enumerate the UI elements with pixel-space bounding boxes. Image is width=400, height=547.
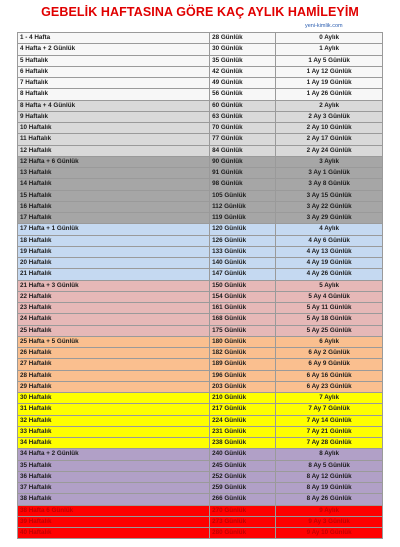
table-row: [18, 415, 383, 426]
days-cell: 189 Günlük: [210, 359, 276, 370]
table-row: [18, 516, 383, 527]
table-row: [18, 269, 383, 280]
table-row: [18, 370, 383, 381]
table-row: [18, 348, 383, 359]
months-cell: 5 Ay 25 Günlük: [276, 325, 383, 336]
table-row: [18, 393, 383, 404]
months-cell: 5 Ay 11 Günlük: [276, 303, 383, 314]
table-row: [18, 224, 383, 235]
table-row: [18, 449, 383, 460]
days-cell: 231 Günlük: [210, 426, 276, 437]
days-cell: 252 Günlük: [210, 471, 276, 482]
days-cell: 56 Günlük: [210, 89, 276, 100]
days-cell: 28 Günlük: [210, 33, 276, 44]
week-cell: 6 Haftalık: [18, 66, 210, 77]
days-cell: 217 Günlük: [210, 404, 276, 415]
week-cell: 36 Haftalık: [18, 471, 210, 482]
week-cell: 34 Hafta + 2 Günlük: [18, 449, 210, 460]
days-cell: 112 Günlük: [210, 201, 276, 212]
months-cell: 2 Aylık: [276, 100, 383, 111]
days-cell: 120 Günlük: [210, 224, 276, 235]
months-cell: 1 Ay 5 Günlük: [276, 55, 383, 66]
table-row: [18, 280, 383, 291]
week-cell: 22 Haftalık: [18, 291, 210, 302]
months-cell: 3 Ay 15 Günlük: [276, 190, 383, 201]
week-cell: 31 Haftalık: [18, 404, 210, 415]
days-cell: 91 Günlük: [210, 168, 276, 179]
table-row: [18, 258, 383, 269]
days-cell: 147 Günlük: [210, 269, 276, 280]
months-cell: 3 Ay 22 Günlük: [276, 201, 383, 212]
week-cell: 8 Hafta + 4 Günlük: [18, 100, 210, 111]
week-cell: 17 Hafta + 1 Günlük: [18, 224, 210, 235]
months-cell: 9 Ay 10 Günlük: [276, 528, 383, 539]
week-cell: 14 Haftalık: [18, 179, 210, 190]
table-row: [18, 66, 383, 77]
week-cell: 18 Haftalık: [18, 235, 210, 246]
week-cell: 11 Haftalık: [18, 134, 210, 145]
week-cell: 27 Haftalık: [18, 359, 210, 370]
week-cell: 21 Haftalık: [18, 269, 210, 280]
week-cell: 35 Haftalık: [18, 460, 210, 471]
table-row: [18, 213, 383, 224]
months-cell: 8 Ay 5 Günlük: [276, 460, 383, 471]
months-cell: 8 Ay 12 Günlük: [276, 471, 383, 482]
months-cell: 9 Aylık: [276, 505, 383, 516]
months-cell: 9 Ay 3 Günlük: [276, 516, 383, 527]
months-cell: 7 Aylık: [276, 393, 383, 404]
table-row: [18, 471, 383, 482]
days-cell: 63 Günlük: [210, 111, 276, 122]
week-cell: 25 Hafta + 5 Günlük: [18, 336, 210, 347]
months-cell: 1 Aylık: [276, 44, 383, 55]
months-cell: 2 Ay 3 Günlük: [276, 111, 383, 122]
week-cell: 21 Hafta + 3 Günlük: [18, 280, 210, 291]
months-cell: 4 Ay 26 Günlük: [276, 269, 383, 280]
table-row: [18, 460, 383, 471]
week-cell: 1 - 4 Hafta: [18, 33, 210, 44]
table-row: [18, 78, 383, 89]
pregnancy-table: [17, 32, 383, 539]
days-cell: 168 Günlük: [210, 314, 276, 325]
months-cell: 2 Ay 10 Günlük: [276, 123, 383, 134]
week-cell: 25 Haftalık: [18, 325, 210, 336]
week-cell: 8 Haftalık: [18, 89, 210, 100]
site-watermark: yeni-kimlik.com: [305, 23, 343, 29]
months-cell: 1 Ay 19 Günlük: [276, 78, 383, 89]
days-cell: 140 Günlük: [210, 258, 276, 269]
months-cell: 5 Aylık: [276, 280, 383, 291]
week-cell: 19 Haftalık: [18, 246, 210, 257]
week-cell: 12 Hafta + 6 Günlük: [18, 156, 210, 167]
week-cell: 15 Haftalık: [18, 190, 210, 201]
table-row: [18, 494, 383, 505]
months-cell: 4 Ay 13 Günlük: [276, 246, 383, 257]
days-cell: 42 Günlük: [210, 66, 276, 77]
months-cell: 6 Ay 16 Günlük: [276, 370, 383, 381]
week-cell: 28 Haftalık: [18, 370, 210, 381]
table-row: [18, 201, 383, 212]
table-row: [18, 168, 383, 179]
months-cell: 3 Ay 8 Günlük: [276, 179, 383, 190]
week-cell: 5 Haftalık: [18, 55, 210, 66]
months-cell: 2 Ay 24 Günlük: [276, 145, 383, 156]
days-cell: 126 Günlük: [210, 235, 276, 246]
days-cell: 259 Günlük: [210, 483, 276, 494]
week-cell: 26 Haftalık: [18, 348, 210, 359]
months-cell: 4 Aylık: [276, 224, 383, 235]
table-body: [18, 33, 383, 539]
days-cell: 273 Günlük: [210, 516, 276, 527]
table-row: [18, 426, 383, 437]
table-row: [18, 235, 383, 246]
days-cell: 60 Günlük: [210, 100, 276, 111]
months-cell: 6 Ay 2 Günlük: [276, 348, 383, 359]
table-row: [18, 44, 383, 55]
week-cell: 12 Haftalık: [18, 145, 210, 156]
week-cell: 33 Haftalık: [18, 426, 210, 437]
table-row: [18, 246, 383, 257]
week-cell: 29 Haftalık: [18, 381, 210, 392]
week-cell: 30 Haftalık: [18, 393, 210, 404]
days-cell: 280 Günlük: [210, 528, 276, 539]
months-cell: 2 Ay 17 Günlük: [276, 134, 383, 145]
days-cell: 90 Günlük: [210, 156, 276, 167]
months-cell: 6 Ay 9 Günlük: [276, 359, 383, 370]
table-row: [18, 336, 383, 347]
days-cell: 266 Günlük: [210, 494, 276, 505]
days-cell: 238 Günlük: [210, 438, 276, 449]
months-cell: 7 Ay 28 Günlük: [276, 438, 383, 449]
week-cell: 24 Haftalık: [18, 314, 210, 325]
days-cell: 77 Günlük: [210, 134, 276, 145]
months-cell: 0 Aylık: [276, 33, 383, 44]
months-cell: 7 Ay 7 Günlük: [276, 404, 383, 415]
table-row: [18, 505, 383, 516]
months-cell: 4 Ay 19 Günlük: [276, 258, 383, 269]
days-cell: 154 Günlük: [210, 291, 276, 302]
months-cell: 1 Ay 26 Günlük: [276, 89, 383, 100]
table-row: [18, 179, 383, 190]
days-cell: 119 Günlük: [210, 213, 276, 224]
days-cell: 98 Günlük: [210, 179, 276, 190]
week-cell: 7 Haftalık: [18, 78, 210, 89]
days-cell: 245 Günlük: [210, 460, 276, 471]
days-cell: 133 Günlük: [210, 246, 276, 257]
table-row: [18, 55, 383, 66]
table-row: [18, 190, 383, 201]
table-row: [18, 156, 383, 167]
days-cell: 150 Günlük: [210, 280, 276, 291]
days-cell: 105 Günlük: [210, 190, 276, 201]
table-row: [18, 314, 383, 325]
table-row: [18, 381, 383, 392]
page-title: GEBELİK HAFTASINA GÖRE KAÇ AYLIK HAMİLEYİM: [41, 5, 359, 19]
days-cell: 203 Günlük: [210, 381, 276, 392]
days-cell: 210 Günlük: [210, 393, 276, 404]
months-cell: 5 Ay 18 Günlük: [276, 314, 383, 325]
months-cell: 3 Ay 1 Günlük: [276, 168, 383, 179]
days-cell: 182 Günlük: [210, 348, 276, 359]
table-row: [18, 89, 383, 100]
table-row: [18, 404, 383, 415]
week-cell: 10 Haftalık: [18, 123, 210, 134]
week-cell: 37 Haftalık: [18, 483, 210, 494]
days-cell: 49 Günlük: [210, 78, 276, 89]
table-row: [18, 359, 383, 370]
months-cell: 3 Ay 29 Günlük: [276, 213, 383, 224]
months-cell: 7 Ay 14 Günlük: [276, 415, 383, 426]
table-row: [18, 438, 383, 449]
days-cell: 70 Günlük: [210, 123, 276, 134]
table-row: [18, 145, 383, 156]
days-cell: 175 Günlük: [210, 325, 276, 336]
week-cell: 13 Haftalık: [18, 168, 210, 179]
days-cell: 35 Günlük: [210, 55, 276, 66]
days-cell: 84 Günlük: [210, 145, 276, 156]
week-cell: 4 Hafta + 2 Günlük: [18, 44, 210, 55]
days-cell: 240 Günlük: [210, 449, 276, 460]
table-row: [18, 134, 383, 145]
months-cell: 6 Ay 23 Günlük: [276, 381, 383, 392]
days-cell: 30 Günlük: [210, 44, 276, 55]
months-cell: 8 Ay 19 Günlük: [276, 483, 383, 494]
week-cell: 9 Haftalık: [18, 111, 210, 122]
week-cell: 20 Haftalık: [18, 258, 210, 269]
week-cell: 23 Haftalık: [18, 303, 210, 314]
table-row: [18, 33, 383, 44]
months-cell: 3 Aylık: [276, 156, 383, 167]
months-cell: 4 Ay 6 Günlük: [276, 235, 383, 246]
months-cell: 6 Aylık: [276, 336, 383, 347]
table-row: [18, 123, 383, 134]
table-row: [18, 100, 383, 111]
days-cell: 161 Günlük: [210, 303, 276, 314]
days-cell: 180 Günlük: [210, 336, 276, 347]
week-cell: 34 Haftalık: [18, 438, 210, 449]
months-cell: 8 Aylık: [276, 449, 383, 460]
months-cell: 8 Ay 26 Günlük: [276, 494, 383, 505]
months-cell: 1 Ay 12 Günlük: [276, 66, 383, 77]
table-row: [18, 483, 383, 494]
months-cell: 5 Ay 4 Günlük: [276, 291, 383, 302]
week-cell: 16 Haftalık: [18, 201, 210, 212]
days-cell: 224 Günlük: [210, 415, 276, 426]
week-cell: 39 Haftalık: [18, 516, 210, 527]
table-row: [18, 325, 383, 336]
table-row: [18, 303, 383, 314]
months-cell: 7 Ay 21 Günlük: [276, 426, 383, 437]
table-row: [18, 111, 383, 122]
week-cell: 32 Haftalık: [18, 415, 210, 426]
table-row: [18, 528, 383, 539]
days-cell: 196 Günlük: [210, 370, 276, 381]
week-cell: 17 Haftalık: [18, 213, 210, 224]
table-row: [18, 291, 383, 302]
week-cell: 40 Haftalık: [18, 528, 210, 539]
week-cell: 38 Hafta 6 Günlük: [18, 505, 210, 516]
week-cell: 38 Haftalık: [18, 494, 210, 505]
days-cell: 270 Günlük: [210, 505, 276, 516]
